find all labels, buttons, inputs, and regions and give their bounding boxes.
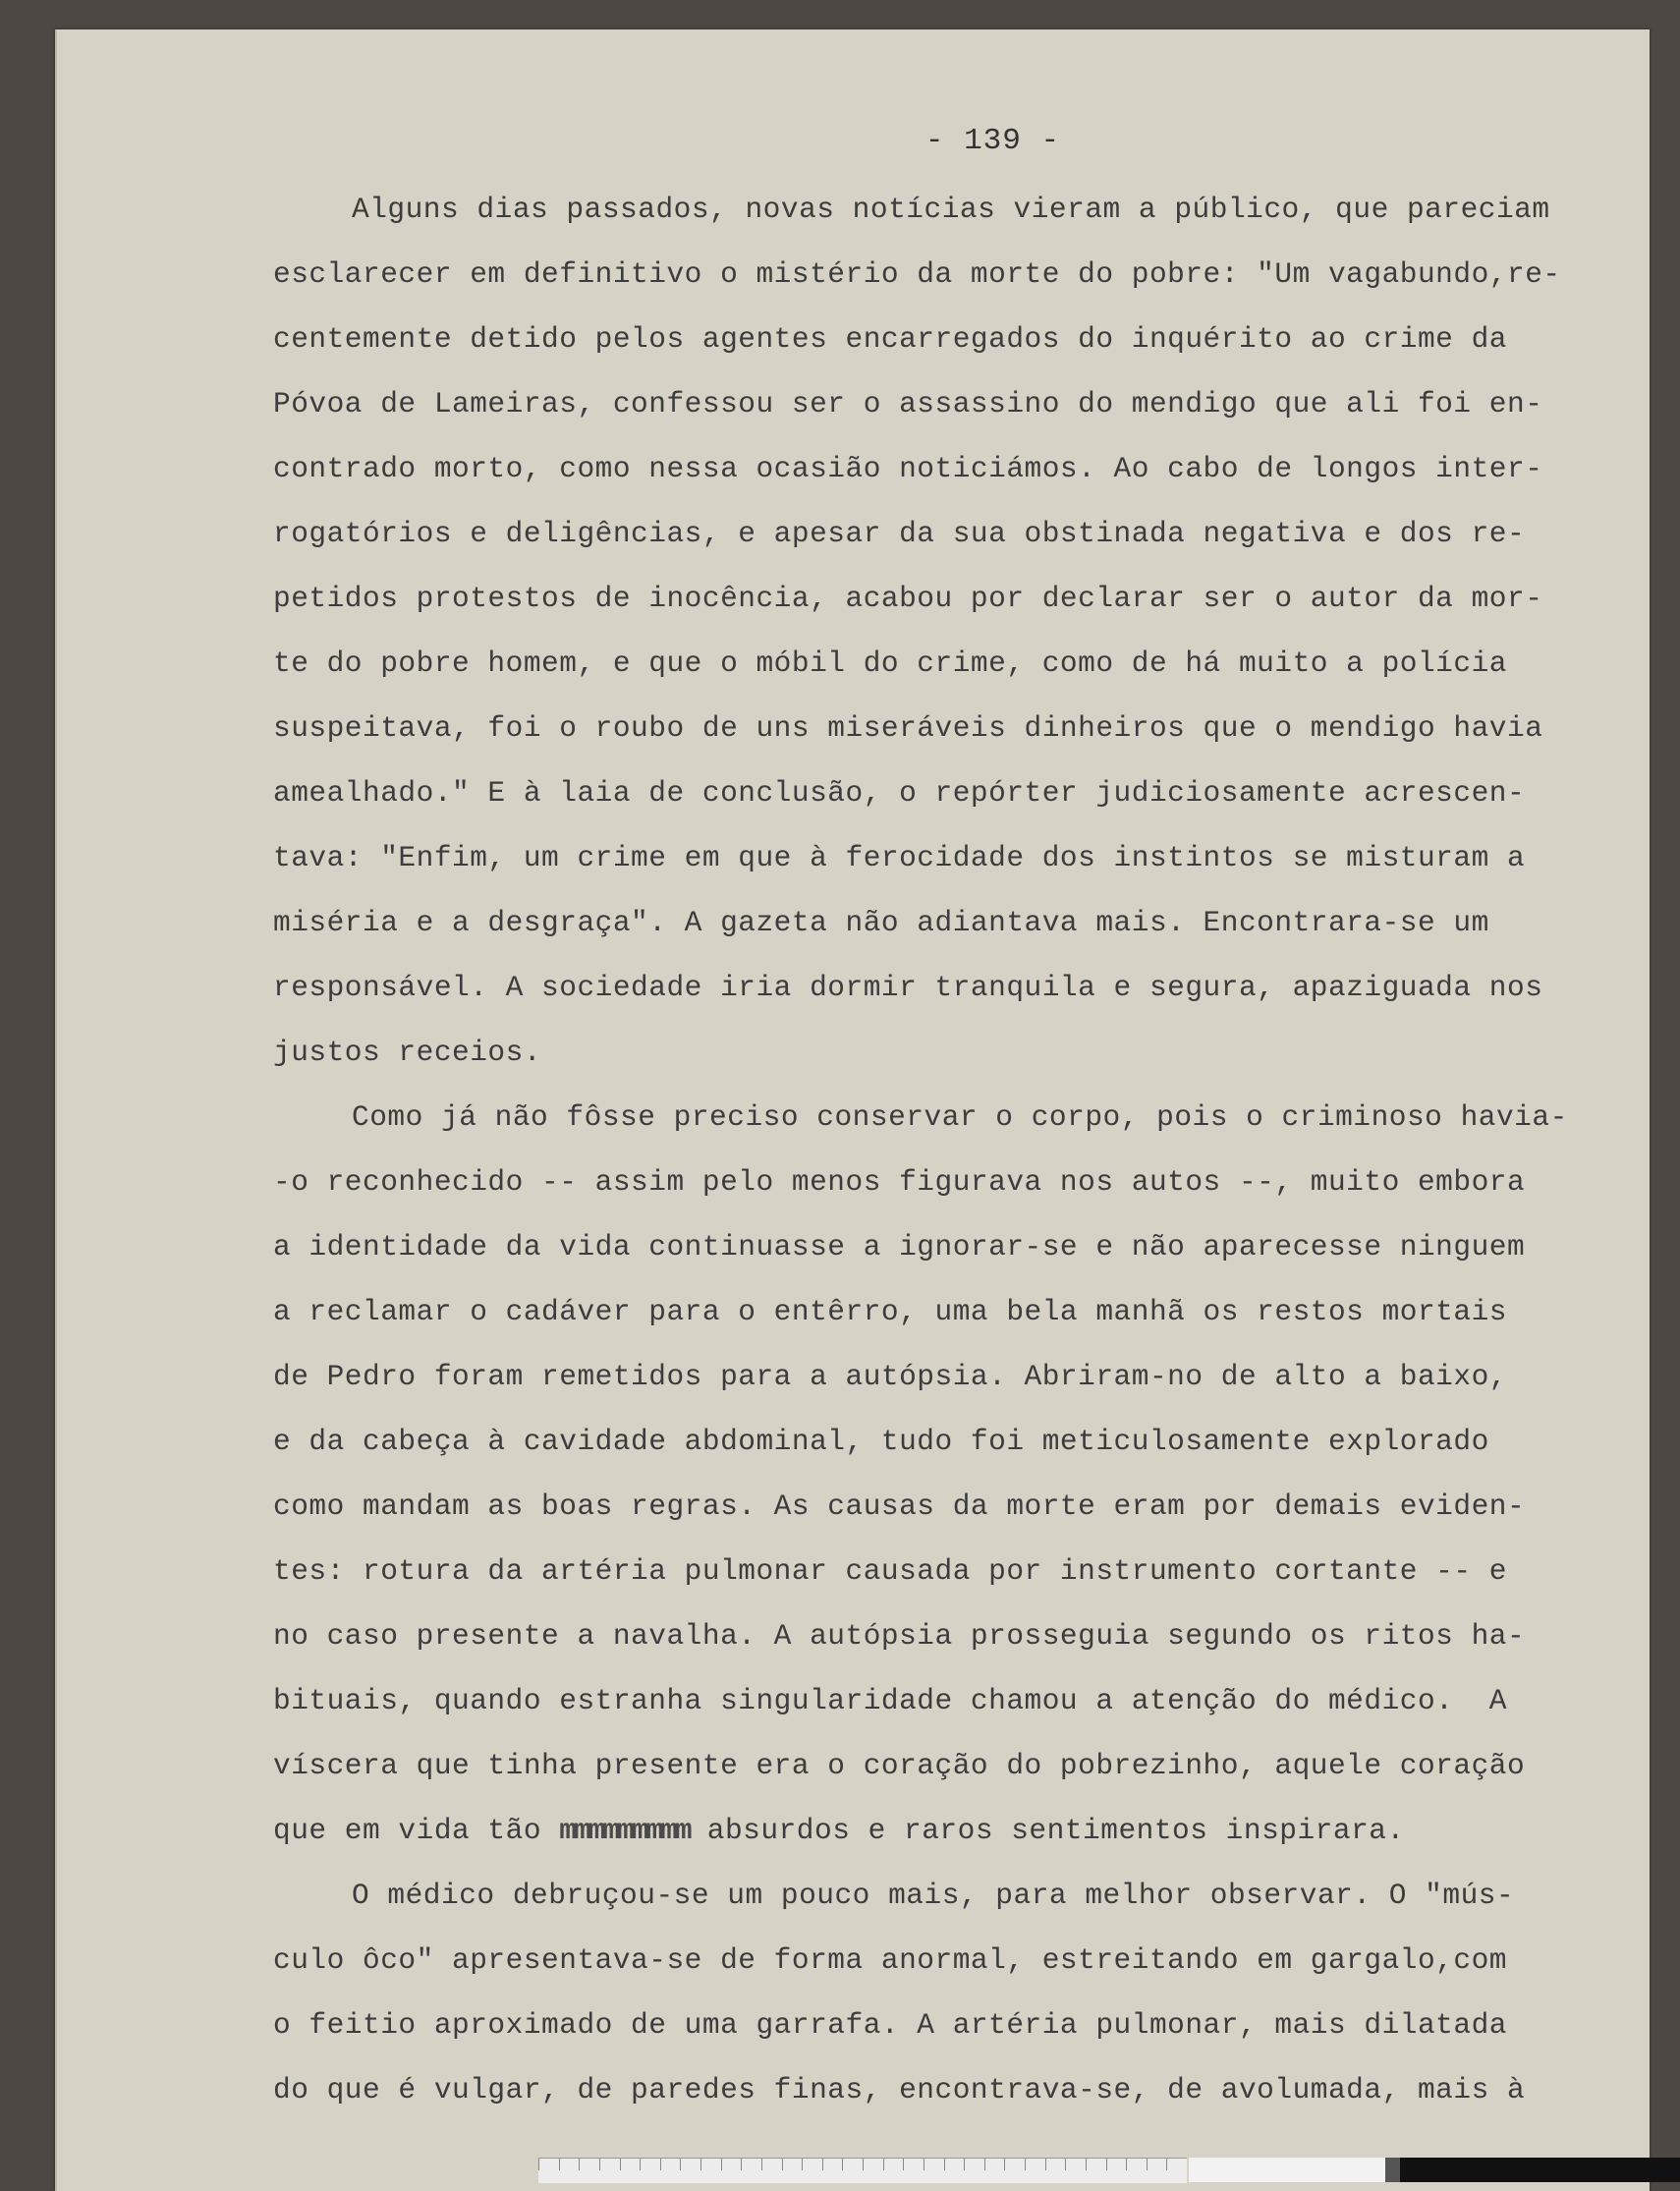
text-line: responsável. A sociedade iria dormir tranquila e segura, apaziguada nos [273, 971, 1543, 1004]
text-line: culo ôco" apresentava-se de forma anormal, estreitando em gargalo,com [273, 1943, 1507, 1977]
text-line: tes: rotura da artéria pulmonar causada por instrumento cortante -- e [273, 1554, 1507, 1588]
text-line: Como já não fôsse preciso conservar o corpo, pois o criminoso havia- [352, 1100, 1568, 1134]
text-line-with-overtype [273, 1798, 1680, 1863]
text-line: como mandam as boas regras. As causas da morte eram por demais eviden- [273, 1489, 1526, 1523]
text-line: o feitio aproximado de uma garrafa. A artéria pulmonar, mais dilatada [273, 2008, 1507, 2042]
text-line: Póvoa de Lameiras, confessou ser o assassino do mendigo que ali foi en- [273, 387, 1543, 421]
text-line: justos receios. [273, 1036, 542, 1069]
text-line: de Pedro foram remetidos para a autópsia. Abriram-no de alto a baixo, [273, 1360, 1507, 1393]
color-scale-bar [1189, 2158, 1680, 2182]
document-page [55, 29, 1650, 2191]
measurement-ruler [538, 2158, 1187, 2183]
text-line: a reclamar o cadáver para o entêrro, uma bela manhã os restos mortais [273, 1295, 1507, 1328]
paragraph-3 [273, 1863, 1680, 2122]
text-line: petidos protestos de inocência, acabou por declarar ser o autor da mor- [273, 582, 1543, 615]
text-line: amealhado." E à laia de conclusão, o repórter judiciosamente acrescen- [273, 776, 1526, 810]
text-line: e da cabeça à cavidade abdominal, tudo foi meticulosamente explorado [273, 1425, 1489, 1458]
paragraph-2 [273, 1085, 1680, 1863]
text-line: no caso presente a navalha. A autópsia prosseguia segundo os ritos ha- [273, 1619, 1526, 1653]
text-line: víscera que tinha presente era o coração do pobrezinho, aquele coração [273, 1749, 1526, 1782]
text-line: miséria e a desgraça". A gazeta não adiantava mais. Encontrara-se um [273, 906, 1489, 939]
page-number: - 139 - [924, 124, 1061, 158]
text-line: te do pobre homem, e que o móbil do crime, como de há muito a polícia [273, 646, 1507, 680]
text-line: O médico debruçou-se um pouco mais, para melhor observar. O "mús- [352, 1879, 1515, 1912]
text-line: centemente detido pelos agentes encarregados do inquérito ao crime da [273, 322, 1507, 356]
text-line: suspeitava, foi o roubo de uns miseráveis dinheiros que o mendigo havia [273, 711, 1543, 745]
typed-text-body [273, 177, 1680, 2122]
paragraph-1 [273, 177, 1680, 1085]
text-line: esclarecer em definitivo o mistério da morte do pobre: "Um vagabundo,re- [273, 257, 1561, 291]
text-line: Alguns dias passados, novas notícias vieram a público, que pareciam [352, 193, 1550, 226]
text-fragment: absurdos e raros sentimentos inspirara. [689, 1814, 1405, 1847]
overtyped-deletion: mmmmmmmmm [559, 1814, 690, 1847]
text-line: do que é vulgar, de paredes finas, encontrava-se, de avolumada, mais à [273, 2073, 1526, 2107]
text-line: rogatórios e deligências, e apesar da sua obstinada negativa e dos re- [273, 517, 1526, 550]
text-line: -o reconhecido -- assim pelo menos figurava nos autos --, muito embora [273, 1165, 1526, 1199]
text-line: tava: "Enfim, um crime em que à ferocidade dos instintos se misturam a [273, 841, 1526, 874]
text-line: a identidade da vida continuasse a ignorar-se e não aparecesse ninguem [273, 1230, 1526, 1264]
text-fragment: que em vida tão [273, 1814, 560, 1847]
text-line: bituais, quando estranha singularidade chamou a atenção do médico. A [273, 1684, 1507, 1717]
text-line: contrado morto, como nessa ocasião noticiámos. Ao cabo de longos inter- [273, 452, 1543, 485]
